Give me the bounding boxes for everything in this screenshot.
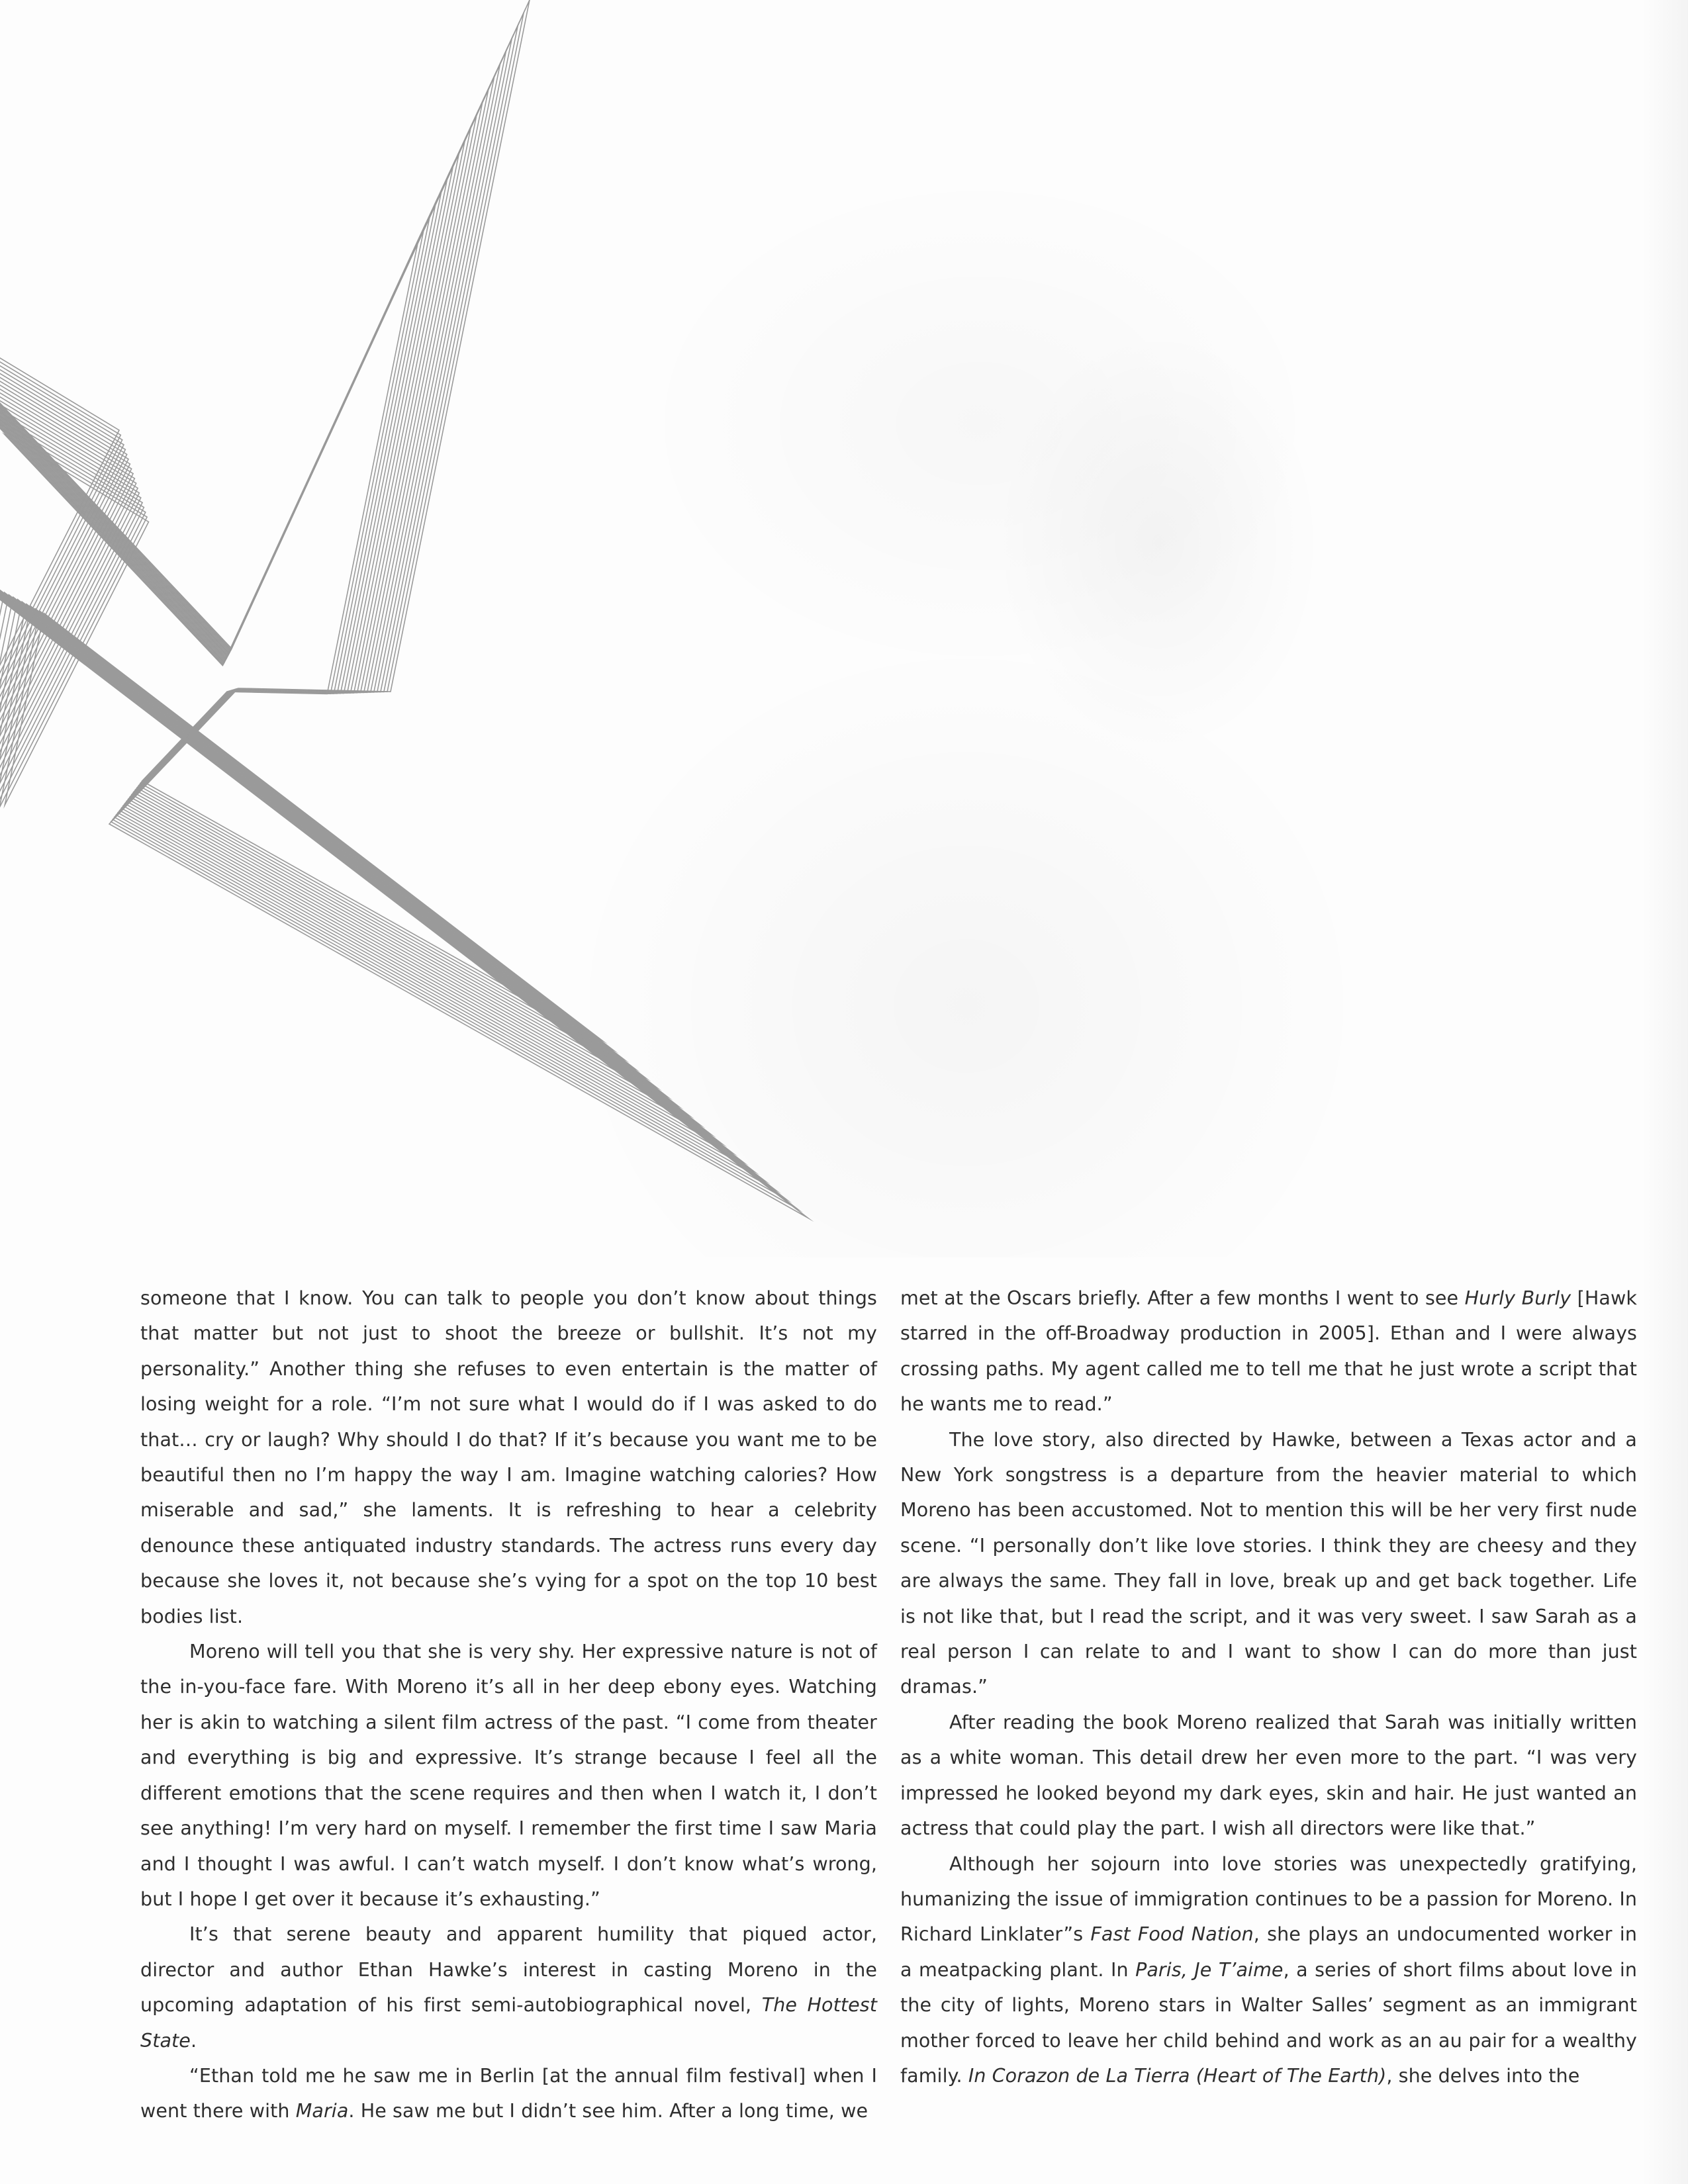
paragraph: After reading the book Moreno realized that Sarah was initially written as a white woman. This detail drew her even more to the part. “I was very impressed he looked beyond my dark eyes, skin and hair. He just wanted an actress that could play the part. I wish all directors were like that.” bbox=[900, 1711, 1637, 1840]
paragraph bbox=[140, 2058, 877, 2129]
star-outline-line bbox=[0, 50, 765, 1181]
star-outline-line bbox=[0, 38, 775, 1190]
film-title: Maria bbox=[295, 2100, 349, 2122]
film-title: Fast Food Nation bbox=[1090, 1923, 1254, 1946]
text-run: . bbox=[190, 2029, 197, 2052]
star-graphic bbox=[0, 0, 814, 1231]
film-title: In Corazon de La Tierra (Heart of The Earth) bbox=[968, 2064, 1387, 2087]
text-run: , she delves into the bbox=[1386, 2064, 1580, 2087]
text-run: , a series of short films about love in the city of lights, Moreno stars in Walter Salles’ segment as an immigrant mother forced to leave her child behind and work as an au pair for a wealthy family. bbox=[900, 1958, 1638, 2087]
article-column-right bbox=[900, 1281, 1637, 2093]
paragraph: someone that I know. You can talk to people you don’t know about things that matter but not just to shoot the breeze or bullshit. It’s not my personality.” Another thing she refuses to even entertain is the matter of losing weight for a role. “I’m not sure what I would do if I was asked to do that… cry or laugh? Why should I do that? If it’s because you want me to be beautiful then no I’m happy the way I am. Imagine watching calories? How miserable and sad,” she laments. It is refreshing to hear a celebrity denounce these antiquated industry standards. The actress runs every day because she loves it, not because she’s vying for a spot on the top 10 best bodies list. bbox=[140, 1287, 877, 1627]
star-outline-line bbox=[0, 101, 721, 1143]
star-outline-line bbox=[0, 151, 677, 1106]
film-title: Paris, Je T’aime bbox=[1135, 1958, 1284, 1981]
article-column-left bbox=[140, 1281, 877, 2129]
paragraph bbox=[900, 1846, 1637, 2094]
text-run: , she plays an undocumented worker in a meatpacking plant. In bbox=[900, 1923, 1637, 1981]
star-outline-line bbox=[0, 176, 656, 1087]
text-run: . He saw me but I didn’t see him. After a long time, we bbox=[348, 2100, 868, 2122]
concentric-star-outline bbox=[0, 0, 808, 1218]
star-outline-line bbox=[0, 75, 743, 1161]
page-edge-shadow bbox=[1642, 0, 1688, 2184]
text-run: met at the Oscars briefly. After a few months I went to see bbox=[900, 1287, 1465, 1309]
paragraph bbox=[900, 1281, 1637, 1422]
text-run: “Ethan told me he saw me in Berlin [at the annual film festival] when I went there with bbox=[140, 2064, 877, 2122]
star-outline-line bbox=[0, 13, 797, 1208]
star-outline-line bbox=[0, 226, 612, 1050]
text-run: [Hawk starred in the off-Broadway production in 2005]. Ethan and I were always crossing paths. My agent called me to tell me that he just wrote a script that he wants me to read.” bbox=[900, 1287, 1637, 1416]
paragraph: The love story, also directed by Hawke, between a Texas actor and a New York songstress is a departure from the heavier material to which Moreno has been accustomed. Not to mention this will be her very first nude scene. “I personally don’t like love stories. I think they are cheesy and they are always the same. They fall in love, break up and get back together. Life is not like that, but I read the script, and it was very sweet. I saw Sarah as a real person I can relate to and I want to show I can do more than just dramas.” bbox=[900, 1428, 1637, 1698]
film-title: The Hottest State bbox=[140, 1994, 877, 2052]
text-run: Although her sojourn into love stories was unexpectedly gratifying, humanizing the issue of immigration continues to be a passion for Moreno. In Richard Linklater”s bbox=[900, 1852, 1637, 1946]
text-run: It’s that serene beauty and apparent humility that piqued actor, director and author Ethan Hawke’s interest in casting Moreno in the upcoming adaptation of his first semi-autobiographical novel, bbox=[140, 1923, 877, 2017]
paragraph bbox=[140, 1917, 877, 2058]
star-outline-line bbox=[0, 63, 753, 1171]
paragraph: Moreno will tell you that she is very shy. Her expressive nature is not of the in-you-face fare. With Moreno it’s all in her deep ebony eyes. Watching her is akin to watching a silent film actress of the past. “I come from theater and everything is big and expressive. It’s strange because I feel all the different emotions that the scene requires and then when I watch it, I don’t see anything! I’m very hard on myself. I remember the first time I saw Maria and I thought I was awful. I can’t watch myself. I don’t know what’s wrong, but I hope I get over it because it’s exhausting.” bbox=[140, 1641, 877, 1910]
star-outline-line bbox=[0, 126, 699, 1124]
play-title: Hurly Burly bbox=[1464, 1287, 1571, 1309]
star-outline-line bbox=[0, 163, 667, 1096]
star-outline-line bbox=[0, 88, 731, 1152]
